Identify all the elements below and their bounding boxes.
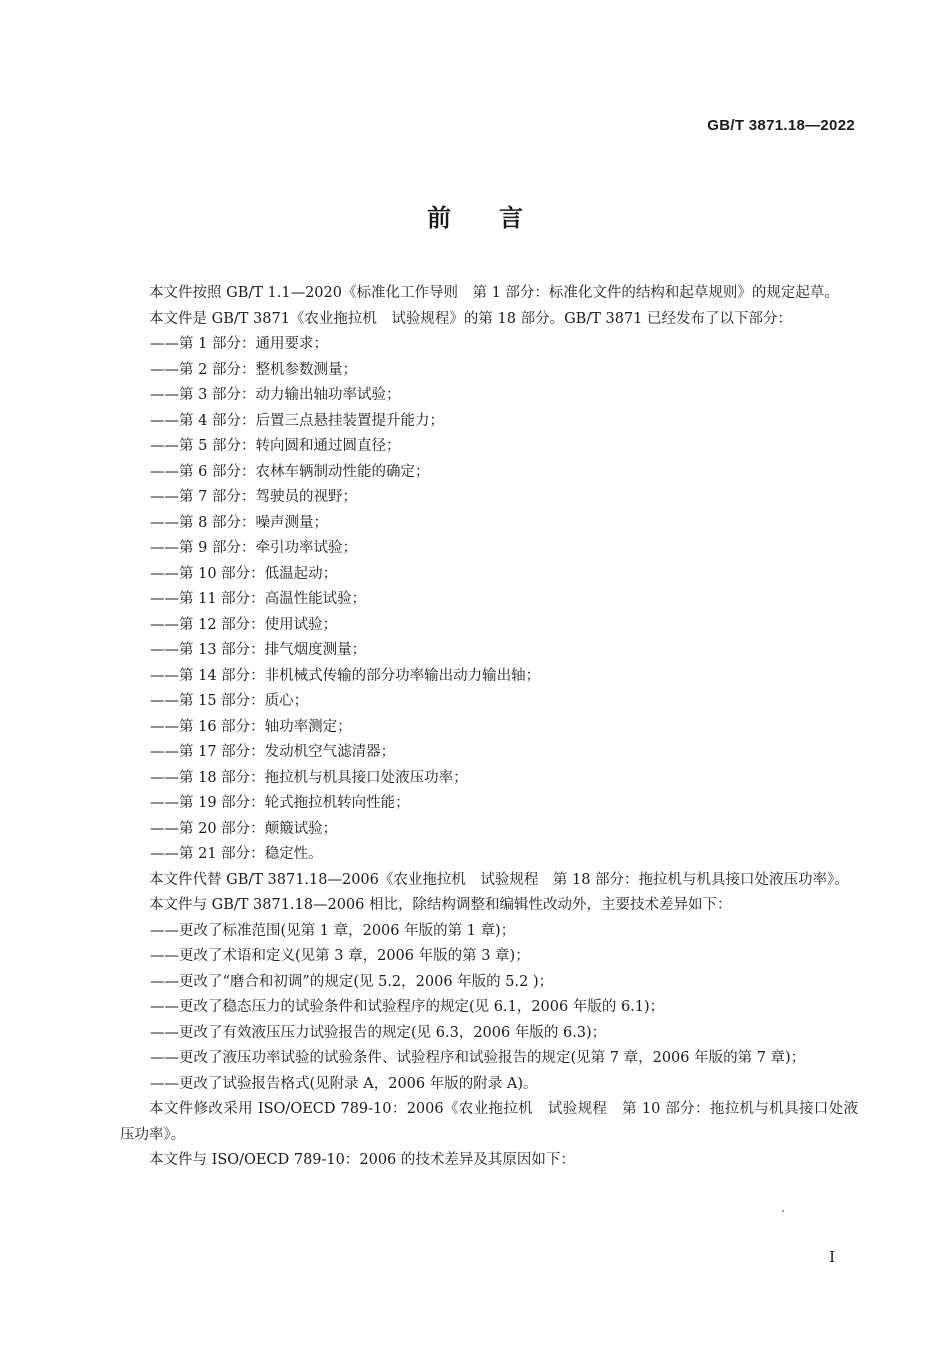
list-item: ——更改了有效液压压力试验报告的规定(见 6.3，2006 年版的 6.3)； bbox=[150, 1024, 607, 1041]
scan-speck bbox=[782, 1210, 784, 1212]
list-item: ——更改了术语和定义(见第 3 章，2006 年版的第 3 章)； bbox=[150, 948, 530, 964]
list-item: ——第 18 部分：拖拉机与机具接口处液压功率； bbox=[150, 769, 468, 786]
list-item: ——更改了稳态压力的试验条件和试验程序的规定(见 6.1，2006 年版的 6.1)； bbox=[150, 999, 665, 1015]
list-item: ——第 20 部分：颠簸试验； bbox=[150, 820, 338, 837]
replacement-paragraph: 本文件代替 GB/T 3871.18—2006《农业拖拉机 试验规程 第 18 部分：拖拉机与机具接口处液压功率》。 bbox=[149, 871, 849, 888]
list-item: ——第 6 部分：农林车辆制动性能的确定； bbox=[150, 463, 430, 480]
list-item: ——更改了“磨合和初调”的规定(见 5.2，2006 年版的 5.2 )； bbox=[150, 973, 554, 990]
list-item: ——第 10 部分：低温起动； bbox=[150, 565, 338, 582]
iso-differences-paragraph: 本文件与 ISO/OECD 789-10：2006 的技术差异及其原因如下： bbox=[149, 1152, 575, 1168]
list-item: ——更改了标准范围(见第 1 章，2006 年版的第 1 章)； bbox=[150, 922, 516, 939]
list-item: ——第 5 部分：转向圆和通过圆直径； bbox=[150, 438, 401, 454]
list-item: ——第 1 部分：通用要求； bbox=[150, 336, 328, 352]
adoption-paragraph: 本文件修改采用 ISO/OECD 789-10：2006《农业拖拉机 试验规程 第 10 部分：拖拉机与机具接口处液压功率》。 bbox=[120, 1101, 858, 1143]
list-item: ——第 4 部分：后置三点悬挂装置提升能力； bbox=[150, 412, 444, 429]
list-item: ——第 13 部分：排气烟度测量； bbox=[150, 642, 367, 658]
list-item: ——第 2 部分：整机参数测量； bbox=[150, 361, 357, 378]
series-intro-paragraph: 本文件是 GB/T 3871《农业拖拉机 试验规程》的第 18 部分。GB/T 3871 已经发布了以下部分： bbox=[149, 310, 792, 327]
list-item: ——第 12 部分：使用试验； bbox=[150, 616, 338, 633]
list-item: ——更改了试验报告格式(见附录 A，2006 年版的附录 A)。 bbox=[150, 1075, 538, 1092]
drafting-basis-paragraph: 本文件按照 GB/T 1.1—2020《标准化工作导则 第 1 部分：标准化文件的结构和起草规则》的规定起草。 bbox=[149, 285, 839, 301]
list-item: ——第 8 部分：噪声测量； bbox=[150, 514, 328, 531]
list-item: ——第 21 部分：稳定性。 bbox=[150, 846, 323, 862]
document-body bbox=[120, 281, 858, 1174]
standard-code: GB/T 3871.18—2022 bbox=[707, 117, 855, 134]
differences-intro-paragraph: 本文件与 GB/T 3871.18—2006 相比，除结构调整和编辑性改动外，主要技术差异如下： bbox=[149, 897, 732, 913]
list-item: ——第 11 部分：高温性能试验； bbox=[150, 591, 367, 607]
list-item: ——第 7 部分：驾驶员的视野； bbox=[150, 489, 357, 505]
list-item: ——第 3 部分：动力输出轴功率试验； bbox=[150, 387, 401, 403]
list-item: ——第 16 部分：轴功率测定； bbox=[150, 718, 352, 735]
list-item: ——更改了液压功率试验的试验条件、试验程序和试验报告的规定(见第 7 章，2006 年版的第 7 章)； bbox=[150, 1050, 806, 1066]
list-item: ——第 19 部分：轮式拖拉机转向性能； bbox=[150, 795, 410, 811]
list-item: ——第 14 部分：非机械式传输的部分功率输出动力输出轴； bbox=[150, 667, 541, 684]
list-item: ——第 9 部分：牵引功率试验； bbox=[150, 540, 357, 556]
page-title: 前言 bbox=[427, 204, 571, 232]
page-number: I bbox=[829, 1248, 835, 1266]
list-item: ——第 15 部分：质心； bbox=[150, 693, 309, 709]
list-item: ——第 17 部分：发动机空气滤清器； bbox=[150, 744, 396, 760]
